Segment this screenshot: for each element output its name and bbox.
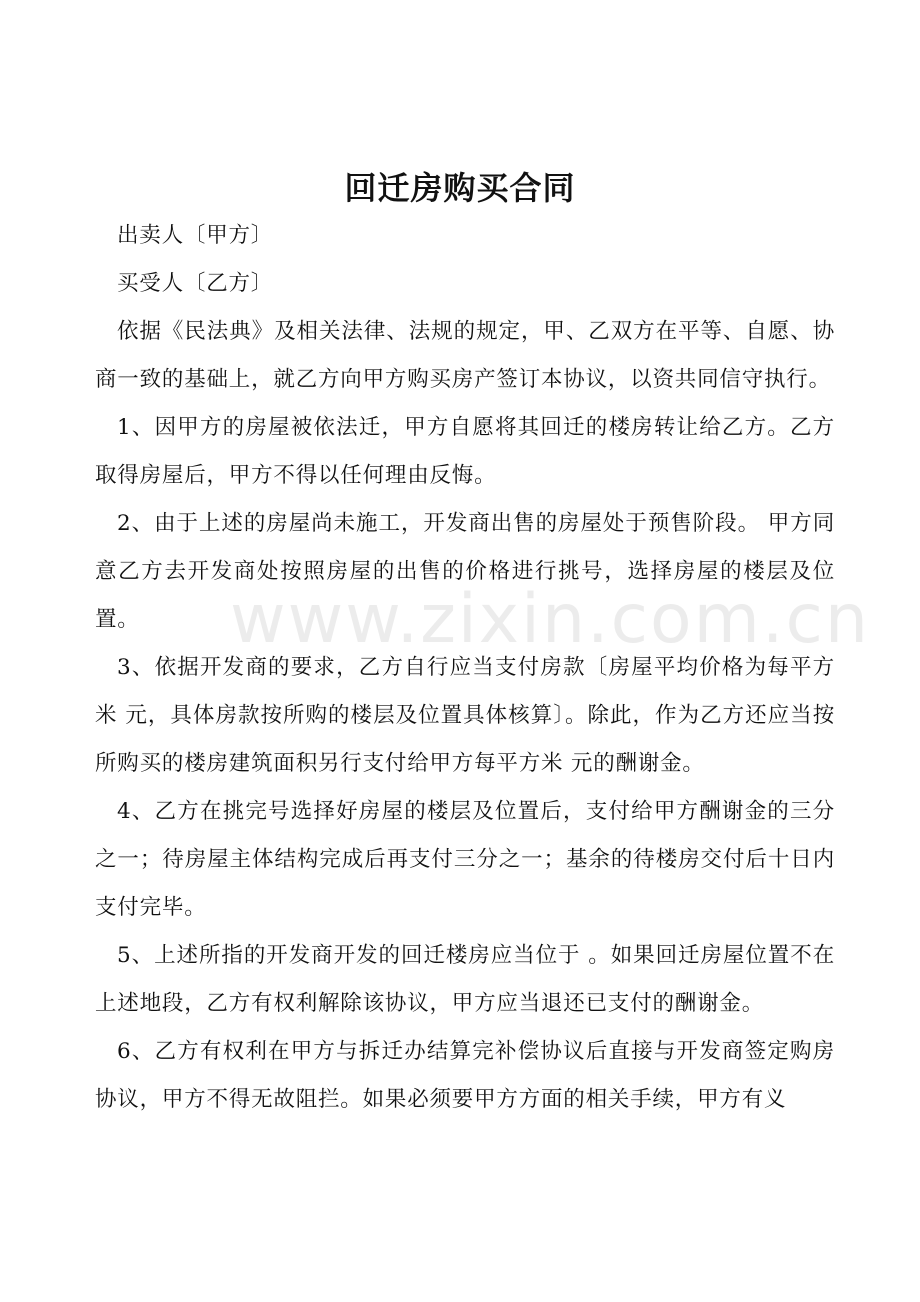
buyer-line: 买受人〔乙方〕: [117, 271, 274, 296]
intro-paragraph: 依据《民法典》及相关法律、法规的规定，甲、乙双方在平等、自愿、协商一致的基础上，就乙方向甲方购买房产签订本协议，以资共同信守执行。: [95, 319, 835, 392]
document-title: 回迁房购买合同: [344, 169, 576, 207]
document-body: [95, 212, 835, 1124]
clause-5: 5、上述所指的开发商开发的回迁楼房应当位于 。如果回迁房屋位置不在上述地段，乙方有权利解除该协议，甲方应当退还已支付的酬谢金。: [95, 943, 835, 1016]
clause-2: 2、由于上述的房屋尚未施工，开发商出售的房屋处于预售阶段。 甲方同意乙方去开发商处按照房屋的出售的价格进行挑号，选择房屋的楼层及位置。: [95, 511, 835, 632]
clause-3: 3、依据开发商的要求，乙方自行应当支付房款〔房屋平均价格为每平方米 元，具体房款按所购的楼层及位置具体核算〕。除此，作为乙方还应当按所购买的楼房建筑面积另行支付给甲方每平方米 元的酬谢金。: [95, 655, 835, 776]
seller-line: 出卖人〔甲方〕: [117, 223, 274, 248]
watermark: www.zixin.com.cn: [230, 580, 870, 659]
clause-4: 4、乙方在挑完号选择好房屋的楼层及位置后，支付给甲方酬谢金的三分之一；待房屋主体结构完成后再支付三分之一；基余的待楼房交付后十日内支付完毕。: [95, 799, 835, 920]
clause-1: 1、因甲方的房屋被依法迁，甲方自愿将其回迁的楼房转让给乙方。乙方取得房屋后，甲方不得以任何理由反悔。: [95, 415, 835, 488]
clause-6: 6、乙方有权利在甲方与拆迁办结算完补偿协议后直接与开发商签定购房协议，甲方不得无故阻拦。如果必须要甲方方面的相关手续，甲方有义: [95, 1039, 835, 1112]
